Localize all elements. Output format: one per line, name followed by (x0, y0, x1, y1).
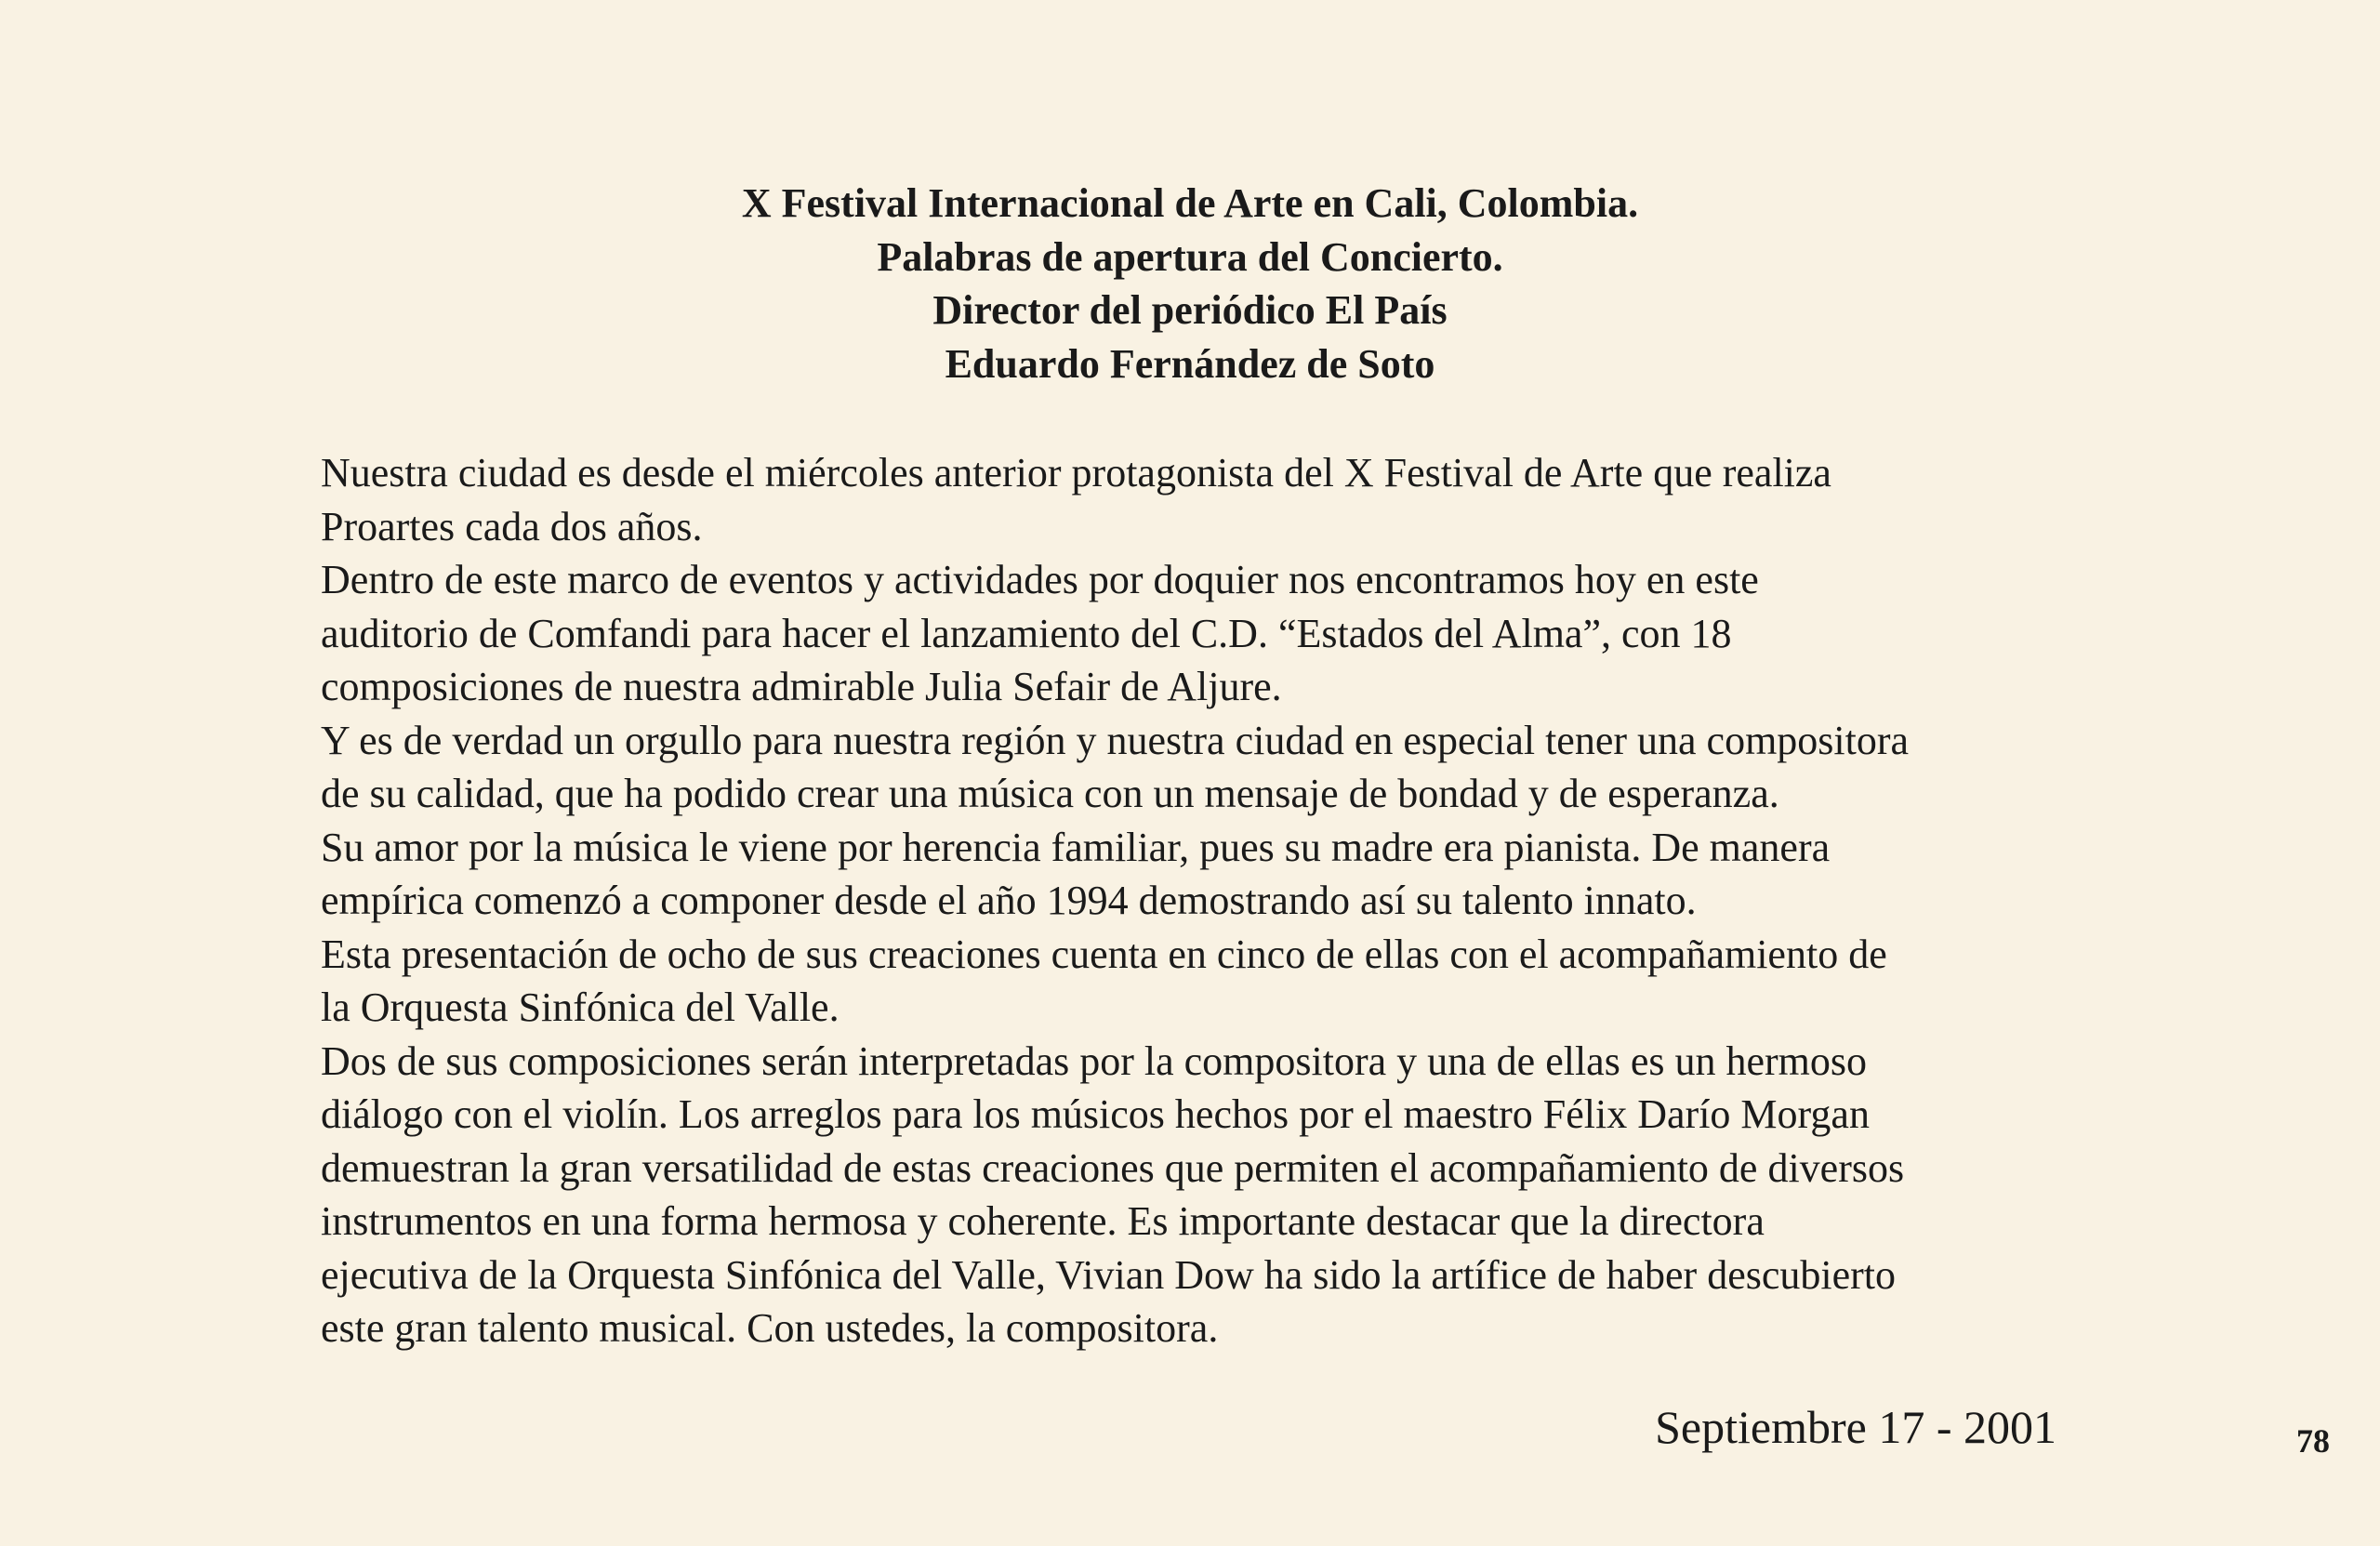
body-line: empírica comenzó a componer desde el año 1994 demostrando así su talento innato. (321, 878, 1697, 923)
body-line: Su amor por la música le viene por herencia familiar, pues su madre era pianista. De manera (321, 824, 1831, 870)
heading-author-role: Director del periódico El País (932, 287, 1448, 333)
body-line: composiciones de nuestra admirable Julia Sefair de Aljure. (321, 664, 1282, 709)
page-number: 78 (2296, 1422, 2330, 1460)
body-line: Proartes cada dos años. (321, 503, 703, 549)
heading-festival-title: X Festival Internacional de Arte en Cali, Colombia. (741, 180, 1639, 226)
body-line: demuestran la gran versatilidad de estas creaciones que permiten el acompañamiento de diversos (321, 1144, 1905, 1191)
body-line: este gran talento musical. Con ustedes, la compositora. (321, 1305, 1219, 1351)
body-line: de su calidad, que ha podido crear una música con un mensaje de bondad y de esperanza. (321, 771, 1779, 816)
body-line: ejecutiva de la Orquesta Sinfónica del Valle, Vivian Dow ha sido la artífice de haber descubierto (321, 1251, 1897, 1298)
body-line: instrumentos en una forma hermosa y coherente. Es importante destacar que la directora (321, 1198, 1765, 1244)
body-line: auditorio de Comfandi para hacer el lanzamiento del C.D. “Estados del Alma”, con 18 (321, 610, 1732, 656)
body-text (321, 446, 2087, 1355)
body-line: Esta presentación de ocho de sus creaciones cuenta en cinco de ellas con el acompañamiento de (321, 931, 1887, 977)
body-line: Y es de verdad un orgullo para nuestra región y nuestra ciudad en especial tener una compositora (321, 717, 1910, 763)
heading-author-name: Eduardo Fernández de Soto (945, 340, 1435, 387)
document-heading (0, 177, 2380, 390)
body-line: Dos de sus composiciones serán interpretadas por la compositora y una de ellas es un hermoso (321, 1037, 1868, 1084)
body-line: diálogo con el violín. Los arreglos para los músicos hechos por el maestro Félix Darío Morgan (321, 1091, 1870, 1137)
body-line: la Orquesta Sinfónica del Valle. (321, 984, 840, 1030)
heading-subtitle: Palabras de apertura del Concierto. (877, 233, 1503, 280)
body-line: Nuestra ciudad es desde el miércoles anterior protagonista del X Festival de Arte que realiza (321, 450, 1831, 496)
body-line: Dentro de este marco de eventos y actividades por doquier nos encontramos hoy en este (321, 557, 1759, 602)
document-date: Septiembre 17 - 2001 (1655, 1401, 2056, 1453)
